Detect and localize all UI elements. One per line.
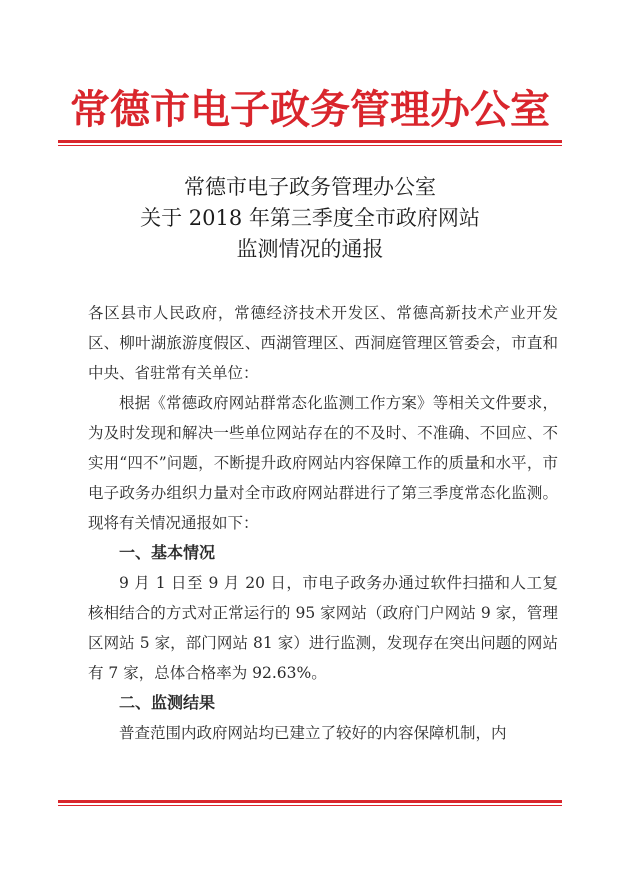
footer-thick-line bbox=[58, 800, 562, 803]
title-line-3: 监测情况的通报 bbox=[236, 237, 384, 261]
intro-paragraph: 根据《常德政府网站群常态化监测工作方案》等相关文件要求，为及时发现和解决一些单位网站存在的不及时、不准确、不回应、不实用“四不”问题，不断提升政府网站内容保障工作的质量和水平，市电子政务办组织力量对全市政府网站群进行了第三季度常态化监测。现将有关情况通报如下： bbox=[88, 394, 558, 532]
divider-thick-line bbox=[58, 140, 562, 143]
masthead-divider bbox=[58, 140, 562, 146]
document-title bbox=[60, 172, 560, 265]
title-line-2: 关于 2018 年第三季度全市政府网站 bbox=[140, 206, 480, 230]
footer-thin-line bbox=[58, 805, 562, 806]
addressee-paragraph: 各区县市人民政府，常德经济技术开发区、常德高新技术产业开发区、柳叶湖旅游度假区、西湖管理区、西洞庭管理区管委会，市直和中央、省驻常有关单位： bbox=[88, 304, 558, 382]
divider-thin-line bbox=[58, 145, 562, 146]
section-2-paragraph: 普查范围内政府网站均已建立了较好的内容保障机制，内 bbox=[119, 724, 507, 742]
section-1-paragraph: 9 月 1 日至 9 月 20 日，市电子政务办通过软件扫描和人工复核相结合的方式对正常运行的 95 家网站（政府门户网站 9 家，管理区网站 5 家，部门网站 81 家）进行监测，发现存在突出问题的网站有 7 家，总体合格率为 92.63%。 bbox=[88, 574, 558, 682]
section-2-heading: 二、监测结果 bbox=[119, 693, 216, 712]
document-body bbox=[88, 298, 558, 748]
masthead-title: 常德市电子政务管理办公室 bbox=[70, 86, 550, 133]
footer-divider bbox=[58, 800, 562, 806]
section-1-heading: 一、基本情况 bbox=[119, 543, 216, 562]
title-line-1: 常德市电子政务管理办公室 bbox=[184, 175, 436, 199]
